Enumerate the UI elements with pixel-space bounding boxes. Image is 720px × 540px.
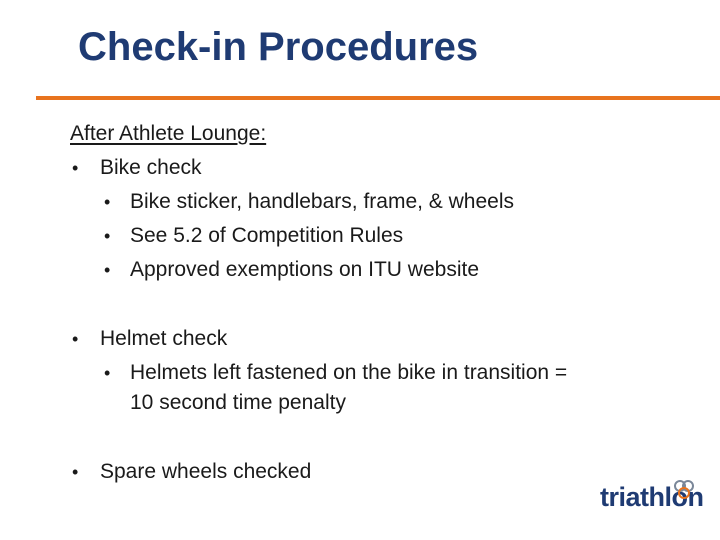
bullet-marker: •	[72, 462, 79, 482]
bullet-marker: •	[104, 192, 111, 212]
bullet-marker: •	[104, 226, 111, 246]
list-subitem-text: Helmets left fastened on the bike in transition =	[130, 361, 568, 384]
list-item-text: Bike check	[100, 156, 202, 179]
list-subitem-continuation: 10 second time penalty	[130, 391, 346, 414]
list-item-text: Spare wheels checked	[100, 460, 312, 483]
list-item-text: Helmet check	[100, 327, 228, 350]
list-subitem-text: See 5.2 of Competition Rules	[130, 224, 404, 247]
section-heading: After Athlete Lounge:	[70, 122, 267, 145]
list-subitem-text: Approved exemptions on ITU website	[130, 258, 480, 281]
triathlon-rings-icon	[666, 476, 706, 506]
triathlon-logo	[600, 476, 710, 526]
bullet-marker: •	[72, 329, 79, 349]
title-divider	[36, 96, 720, 100]
bullet-marker: •	[104, 363, 111, 383]
logo-wordmark: triathlon	[600, 482, 704, 512]
bullet-marker: •	[72, 158, 79, 178]
bullet-marker: •	[104, 260, 111, 280]
slide-title: Check-in Procedures	[78, 25, 479, 69]
list-subitem-text: Bike sticker, handlebars, frame, & wheels	[130, 190, 515, 213]
